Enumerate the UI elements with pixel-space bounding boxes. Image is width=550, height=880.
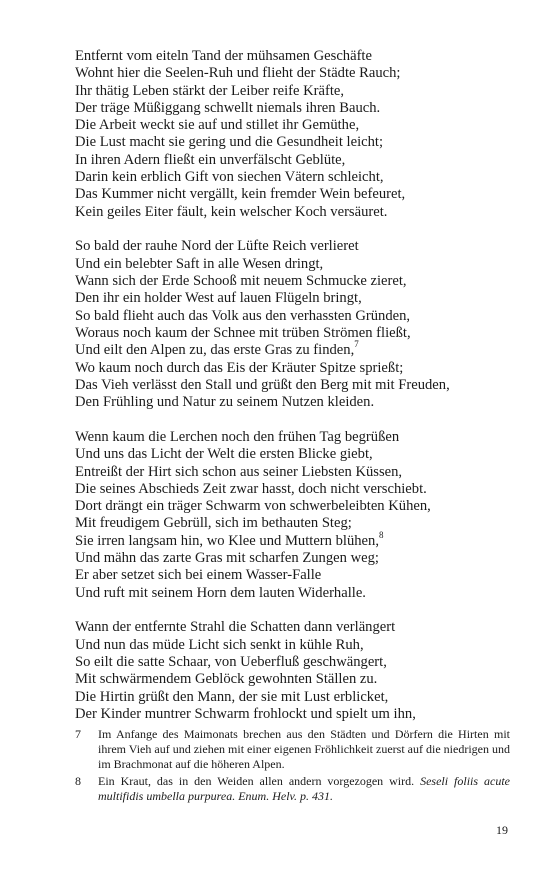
verse-line xyxy=(75,585,515,602)
footnote-latin-text: Seseli foliis acute multifidis umbella purpurea. Enum. Helv. p. 431. xyxy=(98,773,511,803)
verse-line xyxy=(75,706,515,723)
verse-text: Den ihr ein holder West auf lauen Flügeln bringt, xyxy=(75,290,362,307)
verse-line xyxy=(75,498,515,515)
footnote-plain-text: Im Anfange des Maimonats brechen aus den Städten und Dörfern die Hirten mit ihrem Vieh auf und ziehen mit einer eigenen Fröhlichkeit zuerst auf die niedrigen und im Brachmonat auf die höheren Alpen. xyxy=(98,727,510,772)
verse-text: Und uns das Licht der Welt die ersten Blicke giebt, xyxy=(75,446,373,463)
verse-text: Wohnt hier die Seelen-Ruh und flieht der Städte Rauch; xyxy=(75,65,401,82)
verse-text: Die Hirtin grüßt den Mann, der sie mit Lust erblicket, xyxy=(75,688,389,705)
verse-text: Wann der entfernte Strahl die Schatten dann verlängert xyxy=(75,619,396,636)
footnote-text xyxy=(98,727,510,773)
verse-text: Dort drängt ein träger Schwarm von schwerbeleibten Kühen, xyxy=(75,498,431,515)
verse-line xyxy=(75,152,515,169)
verse-line xyxy=(75,515,515,532)
stanza xyxy=(75,619,515,723)
verse-line xyxy=(75,238,515,255)
verse-line xyxy=(75,134,515,151)
verse-line xyxy=(75,550,515,567)
verse-line xyxy=(75,567,515,584)
verse-text: Er aber setzet sich bei einem Wasser-Falle xyxy=(75,567,322,584)
verse-text: Sie irren langsam hin, wo Klee und Muttern blühen, xyxy=(75,532,379,549)
verse-text: Darin kein erblich Gift von siechen Vätern schleicht, xyxy=(75,169,384,186)
footnote xyxy=(75,774,510,804)
footnotes xyxy=(75,727,510,805)
verse-line xyxy=(75,273,515,290)
verse-line xyxy=(75,204,515,221)
stanza xyxy=(75,429,515,602)
verse-line xyxy=(75,654,515,671)
verse-text: Die Arbeit weckt sie auf und stillet ihr Gemüthe, xyxy=(75,117,360,134)
verse-text: Das Vieh verlässt den Stall und grüßt den Berg mit mit Freuden, xyxy=(75,376,450,393)
verse-text: So bald der rauhe Nord der Lüfte Reich verlieret xyxy=(75,238,359,255)
stanza xyxy=(75,238,515,411)
verse-text: Wann sich der Erde Schooß mit neuem Schmucke zieret, xyxy=(75,273,407,290)
verse-line xyxy=(75,446,515,463)
verse-line xyxy=(75,308,515,325)
verse-line xyxy=(75,48,515,65)
verse-line xyxy=(75,429,515,446)
footnote-number: 8 xyxy=(75,773,81,788)
footnote-marker: 7 xyxy=(354,339,359,350)
verse-text: Entreißt der Hirt sich schon aus seiner Liebsten Küssen, xyxy=(75,463,403,480)
footnote xyxy=(75,727,510,773)
verse-line xyxy=(75,360,515,377)
verse-line xyxy=(75,671,515,688)
verse-text: Mit schwärmendem Geblöck gewohnten Ställen zu. xyxy=(75,671,378,688)
verse-line xyxy=(75,325,515,342)
verse-text: Der Kinder muntrer Schwarm frohlockt und spielt um ihn, xyxy=(75,705,416,722)
verse-line xyxy=(75,481,515,498)
verse-text: Und ein belebter Saft in alle Wesen dringt, xyxy=(75,255,324,272)
verse-line xyxy=(75,619,515,636)
verse-text: Den Frühling und Natur zu seinem Nutzen kleiden. xyxy=(75,394,375,411)
verse-text: Die Lust macht sie gering und die Gesundheit leicht; xyxy=(75,134,384,151)
footnote-text xyxy=(98,774,510,804)
verse-line xyxy=(75,637,515,654)
verse-line xyxy=(75,290,515,307)
verse-text: Und eilt den Alpen zu, das erste Gras zu finden, xyxy=(75,342,355,359)
verse-text: In ihren Adern fließt ein unverfälscht Geblüte, xyxy=(75,151,346,168)
verse-line xyxy=(75,186,515,203)
verse-text: Kein geiles Eiter fäult, kein welscher Koch versäuret. xyxy=(75,203,388,220)
verse-text: Und ruft mit seinem Horn dem lauten Widerhalle. xyxy=(75,584,366,601)
verse-line xyxy=(75,377,515,394)
verse-text: So bald flieht auch das Volk aus den verhassten Gründen, xyxy=(75,307,411,324)
verse-line xyxy=(75,464,515,481)
verse-line xyxy=(75,117,515,134)
verse-text: Der träge Müßiggang schwellt niemals ihren Bauch. xyxy=(75,99,381,116)
verse-text: Wo kaum noch durch das Eis der Kräuter Spitze sprießt; xyxy=(75,359,404,376)
footnote-marker: 8 xyxy=(378,529,384,540)
verse-text: Ihr thätig Leben stärkt der Leiber reife Kräfte, xyxy=(75,82,345,99)
verse-line xyxy=(75,394,515,411)
verse-text: Die seines Abschieds Zeit zwar hasst, doch nicht verschiebt. xyxy=(75,480,427,497)
poem-body xyxy=(75,48,515,741)
verse-line xyxy=(75,100,515,117)
verse-line xyxy=(75,169,515,186)
verse-text: So eilt die satte Schaar, von Ueberfluß geschwängert, xyxy=(75,654,387,670)
footnote-plain-text: Ein Kraut, das in den Weiden allen andern vorgezogen wird. xyxy=(98,773,421,788)
verse-text: Wenn kaum die Lerchen noch den frühen Tag begrüßen xyxy=(75,428,400,445)
stanza xyxy=(75,48,515,221)
verse-line xyxy=(75,689,515,706)
verse-text: Entfernt vom eiteln Tand der mühsamen Geschäfte xyxy=(75,48,372,64)
footnote-number: 7 xyxy=(75,727,81,741)
verse-line xyxy=(75,529,515,550)
verse-line xyxy=(75,83,515,100)
verse-text: Das Kummer nicht vergällt, kein fremder Wein befeuret, xyxy=(75,186,406,203)
verse-text: Woraus noch kaum der Schnee mit trüben Strömen fließt, xyxy=(75,324,411,341)
verse-line xyxy=(75,256,515,273)
verse-line xyxy=(75,339,515,359)
verse-line xyxy=(75,65,515,82)
verse-text: Und mähn das zarte Gras mit scharfen Zungen weg; xyxy=(75,550,379,567)
page-number: 19 xyxy=(496,823,508,837)
verse-text: Und nun das müde Licht sich senkt in kühle Ruh, xyxy=(75,636,364,653)
verse-text: Mit freudigem Gebrüll, sich im bethauten Steg; xyxy=(75,515,352,532)
